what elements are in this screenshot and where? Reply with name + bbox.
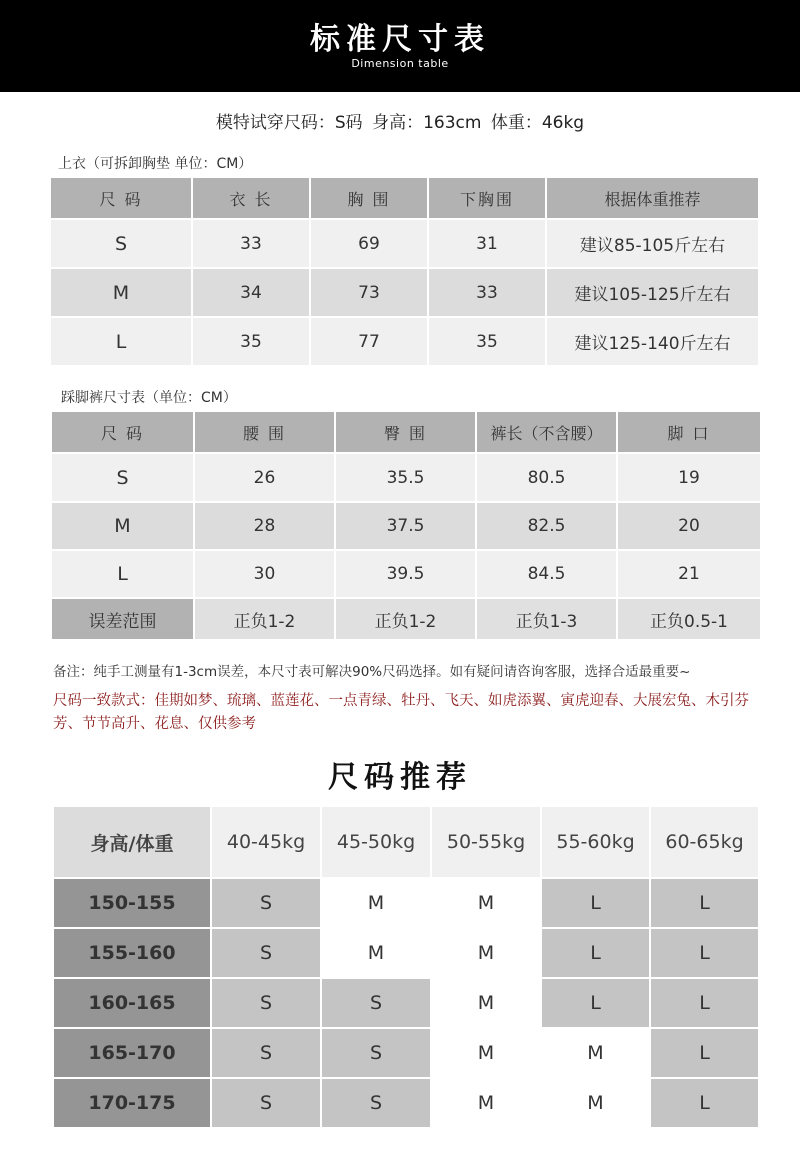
table-row [53, 928, 759, 978]
table-cell: 建议105-125斤左右 [546, 268, 759, 317]
page-title: 标准尺寸表 [310, 22, 490, 57]
table-cell: 33 [192, 219, 310, 268]
tolerance-row [51, 598, 761, 640]
table-cell: M [431, 1078, 541, 1128]
style-note: 尺码一致款式：佳期如梦、琉璃、蓝莲花、一点青绿、牡丹、飞天、如虎添翼、寅虎迎春、大展宏兔、木引芬芳、节节高升、花息、仅供参考 [53, 693, 749, 732]
table-cell: 37.5 [335, 502, 476, 550]
table-cell: 正负1-2 [194, 598, 335, 640]
table-cell: L [650, 928, 759, 978]
table-cell: S [211, 878, 321, 928]
table-cell: 82.5 [476, 502, 617, 550]
table-cell: 39.5 [335, 550, 476, 598]
table-cell: 30 [194, 550, 335, 598]
table-cell: S [321, 978, 431, 1028]
table-row [53, 1028, 759, 1078]
table-cell: 正负0.5-1 [617, 598, 761, 640]
table-row [50, 317, 759, 366]
height-header: 170-175 [53, 1078, 211, 1128]
table-cell: M [321, 928, 431, 978]
top-size-table [49, 176, 760, 367]
table-cell: M [541, 1078, 650, 1128]
table-cell: M [431, 1028, 541, 1078]
weight-header: 50-55kg [431, 806, 541, 878]
table-cell: L [50, 317, 192, 366]
table-cell: 35 [428, 317, 546, 366]
table-cell: 21 [617, 550, 761, 598]
table-cell: L [650, 1028, 759, 1078]
table-cell: S [211, 1078, 321, 1128]
top-table-label: 上衣（可拆卸胸垫 单位：CM） [58, 156, 253, 172]
table-row [50, 268, 759, 317]
height-header: 155-160 [53, 928, 211, 978]
table-cell: M [431, 878, 541, 928]
table-row [51, 502, 761, 550]
table-header-cell: 尺 码 [51, 411, 194, 453]
height-header: 165-170 [53, 1028, 211, 1078]
table-header-cell: 尺 码 [50, 177, 192, 219]
table-cell: 73 [310, 268, 428, 317]
table-row [53, 878, 759, 928]
table-header-cell: 腰 围 [194, 411, 335, 453]
table-cell: L [650, 1078, 759, 1128]
table-cell: L [650, 878, 759, 928]
tolerance-label: 误差范围 [51, 598, 194, 640]
table-cell: M [431, 928, 541, 978]
table-cell: L [541, 978, 650, 1028]
table-cell: M [51, 502, 194, 550]
table-cell: S [50, 219, 192, 268]
model-info: 模特试穿尺码：S码 身高：163cm 体重：46kg [215, 113, 585, 133]
table-cell: L [650, 978, 759, 1028]
table-header-cell: 臀 围 [335, 411, 476, 453]
table-cell: S [321, 1078, 431, 1128]
table-cell: S [211, 978, 321, 1028]
table-cell: 28 [194, 502, 335, 550]
table-header-row [51, 411, 761, 453]
table-cell: 正负1-2 [335, 598, 476, 640]
weight-header: 60-65kg [650, 806, 759, 878]
recommend-title: 尺码推荐 [328, 760, 472, 795]
table-cell: 35.5 [335, 453, 476, 502]
table-cell: 33 [428, 268, 546, 317]
header-banner [0, 0, 800, 92]
weight-header: 45-50kg [321, 806, 431, 878]
remark-note: 备注：纯手工测量有1-3cm误差，本尺寸表可解决90%尺码选择。如有疑问请咨询客服，选择合适最重要~ [53, 664, 691, 680]
table-cell: M [50, 268, 192, 317]
table-header-cell: 根据体重推荐 [546, 177, 759, 219]
table-cell: 20 [617, 502, 761, 550]
table-cell: 80.5 [476, 453, 617, 502]
table-cell: 35 [192, 317, 310, 366]
table-cell: 19 [617, 453, 761, 502]
table-cell: S [211, 928, 321, 978]
table-cell: 正负1-3 [476, 598, 617, 640]
table-cell: L [541, 878, 650, 928]
table-cell: 建议125-140斤左右 [546, 317, 759, 366]
recommend-table [52, 805, 760, 1129]
table-cell: 建议85-105斤左右 [546, 219, 759, 268]
table-row [50, 219, 759, 268]
table-cell: M [431, 978, 541, 1028]
table-cell: 77 [310, 317, 428, 366]
table-cell: S [51, 453, 194, 502]
table-header-row [50, 177, 759, 219]
page-subtitle: Dimension table [351, 57, 449, 70]
table-header-cell: 脚 口 [617, 411, 761, 453]
table-row [53, 978, 759, 1028]
table-cell: 84.5 [476, 550, 617, 598]
table-row [53, 1078, 759, 1128]
height-header: 160-165 [53, 978, 211, 1028]
table-header-cell: 裤长（不含腰） [476, 411, 617, 453]
weight-header: 55-60kg [541, 806, 650, 878]
table-cell: 69 [310, 219, 428, 268]
table-cell: M [541, 1028, 650, 1078]
table-cell: S [321, 1028, 431, 1078]
table-corner-cell: 身高/体重 [53, 806, 211, 878]
table-header-cell: 衣 长 [192, 177, 310, 219]
table-cell: L [541, 928, 650, 978]
table-header-row [53, 806, 759, 878]
table-cell: 26 [194, 453, 335, 502]
pants-size-table [50, 410, 762, 641]
table-cell: 34 [192, 268, 310, 317]
height-header: 150-155 [53, 878, 211, 928]
table-header-cell: 胸 围 [310, 177, 428, 219]
weight-header: 40-45kg [211, 806, 321, 878]
table-row [51, 453, 761, 502]
table-cell: S [211, 1028, 321, 1078]
table-cell: M [321, 878, 431, 928]
table-cell: L [51, 550, 194, 598]
table-header-cell: 下胸围 [428, 177, 546, 219]
table-row [51, 550, 761, 598]
pants-table-label: 踩脚裤尺寸表（单位：CM） [61, 390, 237, 406]
table-cell: 31 [428, 219, 546, 268]
